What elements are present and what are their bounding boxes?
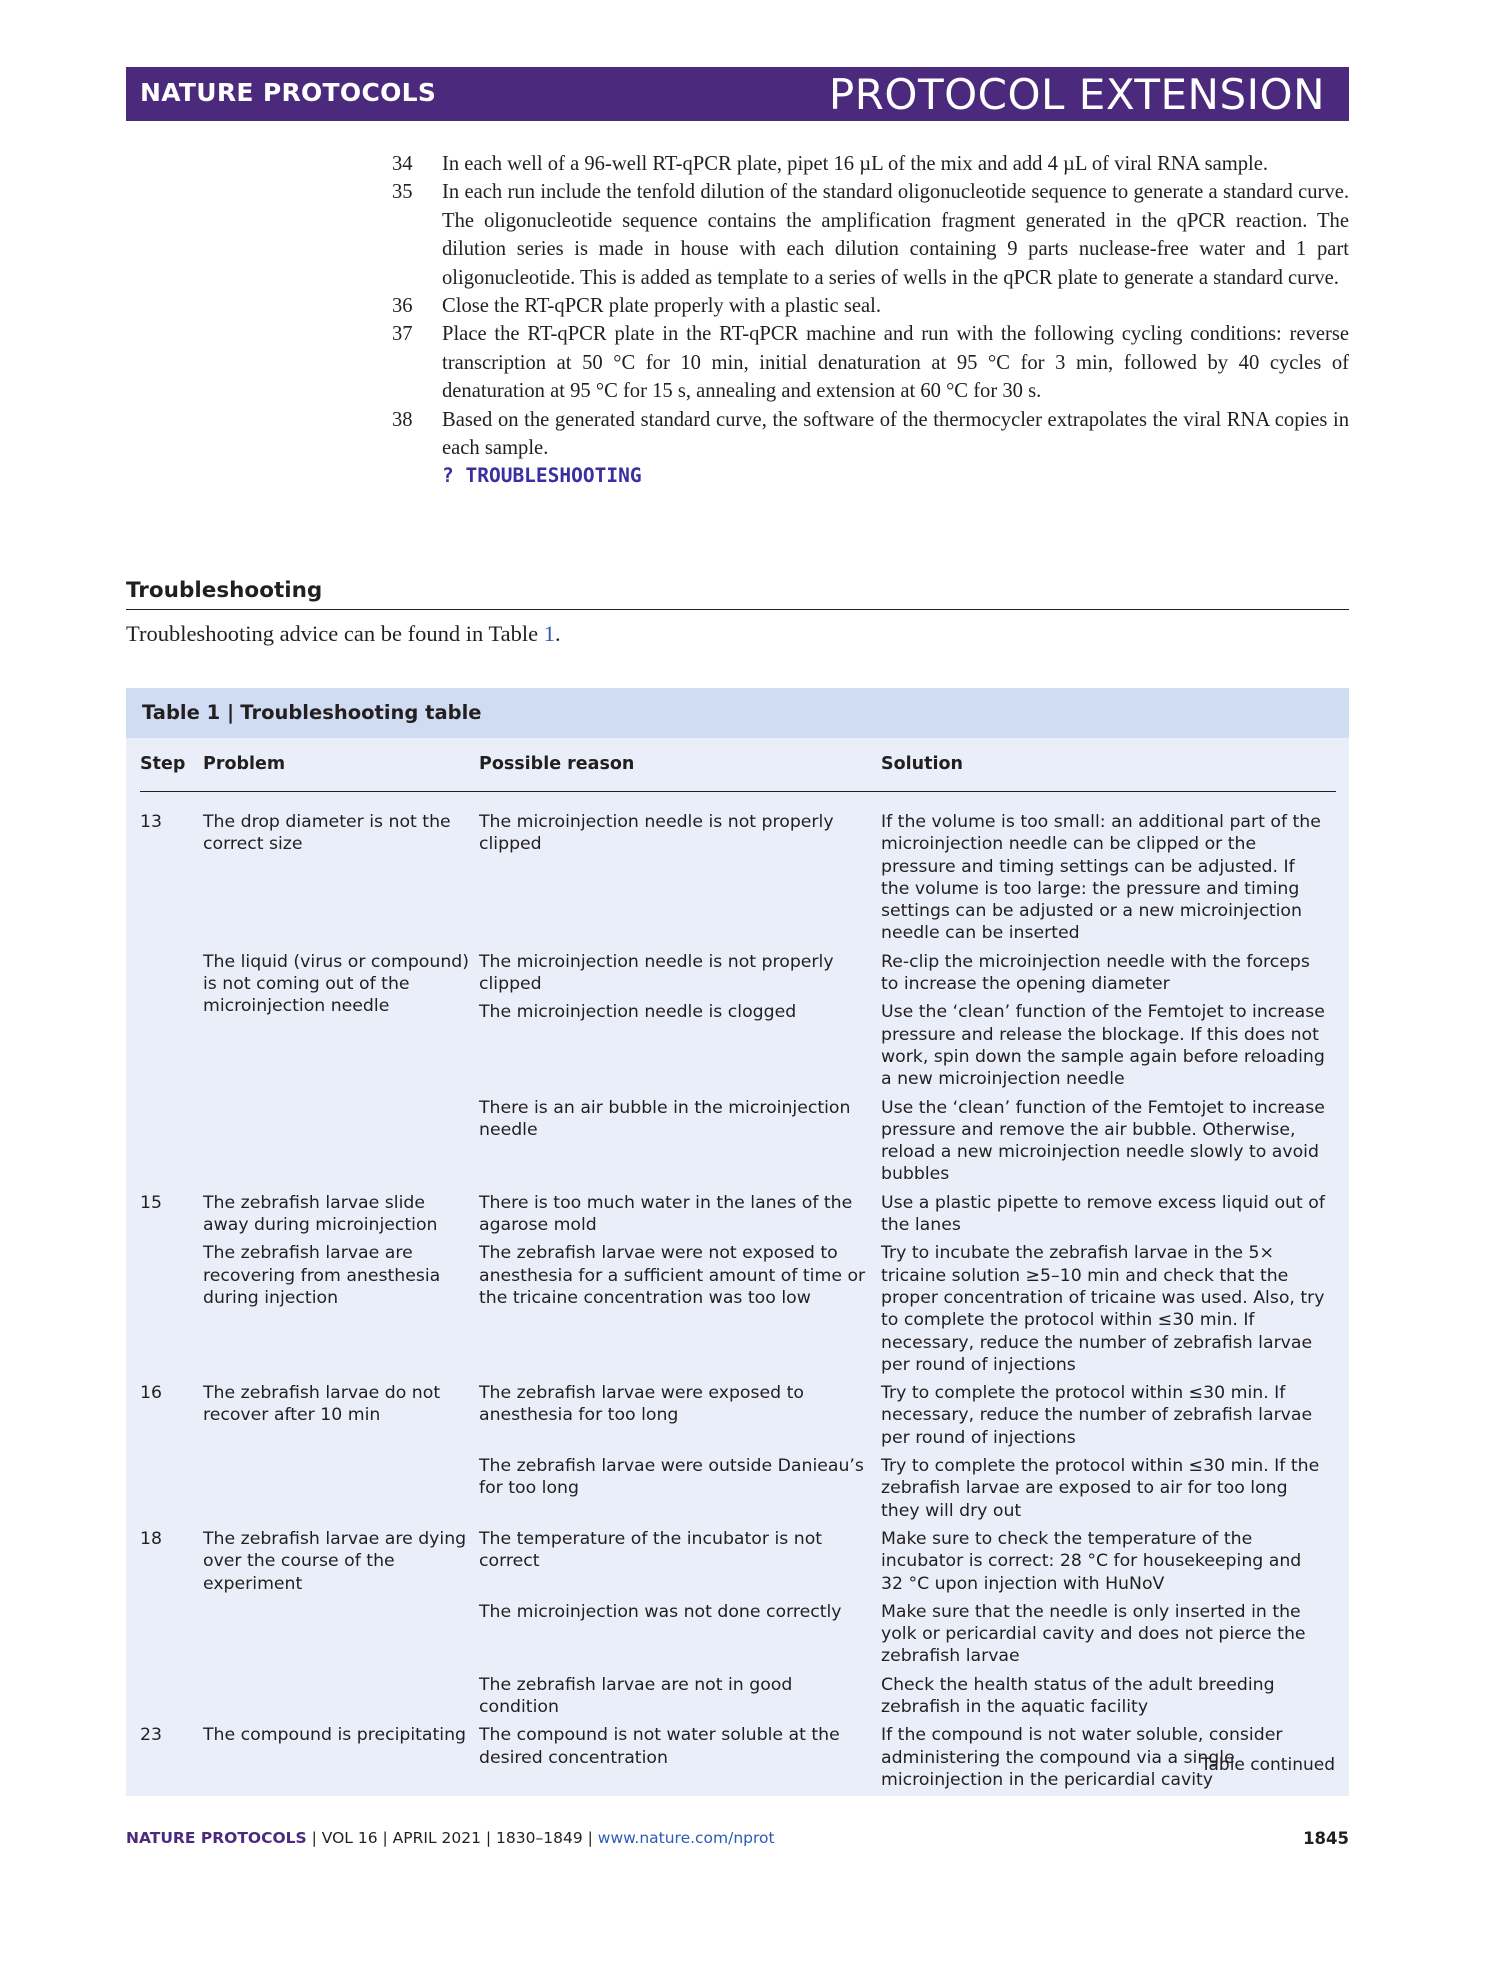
column-header-problem: Problem xyxy=(203,738,479,792)
section-heading: Troubleshooting xyxy=(126,578,1349,610)
page-footer: NATURE PROTOCOLS | VOL 16 | APRIL 2021 | 1830–1849 | www.nature.com/nprot 1845 xyxy=(126,1829,1349,1848)
cell-solution: Make sure that the needle is only inserted in the yolk or pericardial cavity and does not pierce the zebrafish larvae xyxy=(881,1601,1306,1667)
journal-name: NATURE PROTOCOLS xyxy=(140,78,437,107)
table-row xyxy=(140,1724,1336,1797)
table-row xyxy=(140,1382,1336,1455)
table-caption xyxy=(126,688,1349,738)
cell-solution: Try to incubate the zebrafish larvae in the 5× tricaine solution ≥5–10 min and check that the proper concentration of tricaine was used. Also, try to complete the protocol within ≤30 min. If necessary, reduce the number of zebrafish larvae per round of injections xyxy=(881,1243,1325,1375)
step-text: In each well of a 96-well RT-qPCR plate, pipet 16 µL of the mix and add 4 µL of viral RNA sample. xyxy=(442,153,1269,175)
cell-step xyxy=(140,1242,203,1382)
cell-problem: The liquid (virus or compound) is not coming out of the microinjection needle xyxy=(203,951,469,1017)
step-number: 35 xyxy=(392,181,413,204)
article-type: PROTOCOL EXTENSION xyxy=(828,70,1325,119)
step-number: 34 xyxy=(392,153,413,175)
procedure-step xyxy=(392,320,1349,405)
cell-reason: The microinjection needle is not properly clipped xyxy=(479,812,834,855)
cell-reason: The microinjection was not done correctly xyxy=(479,1601,842,1622)
table-title: Troubleshooting table xyxy=(240,701,482,724)
table-continued-note: Table continued xyxy=(1200,1755,1335,1775)
cell-reason: The compound is not water soluble at the desired concentration xyxy=(479,1725,840,1768)
cell-step: 15 xyxy=(140,1192,162,1213)
step-number: 36 xyxy=(392,295,413,318)
table-grid xyxy=(140,738,1336,1797)
table-row xyxy=(140,951,1336,1002)
cell-problem: The zebrafish larvae are dying over the course of the experiment xyxy=(203,1528,467,1594)
table-row xyxy=(140,792,1336,951)
cell-step: 13 xyxy=(140,812,162,832)
troubleshooting-table xyxy=(126,688,1349,1796)
footer-journal: NATURE PROTOCOLS xyxy=(126,1829,307,1847)
cell-solution: Make sure to check the temperature of the incubator is correct: 28 °C for housekeeping and 32 °C upon injection with HuNoV xyxy=(881,1528,1302,1594)
cell-solution: Re-clip the microinjection needle with the forceps to increase the opening diameter xyxy=(881,951,1310,995)
step-text: Close the RT-qPCR plate properly with a plastic seal. xyxy=(442,295,881,318)
cell-solution: If the compound is not water soluble, consider administering the compound via a single microinjection in the pericardial cavity xyxy=(881,1725,1283,1790)
cell-step xyxy=(140,1097,203,1192)
table-row xyxy=(140,1192,1336,1243)
cell-step xyxy=(140,1674,203,1725)
cell-reason: There is too much water in the lanes of the agarose mold xyxy=(479,1192,853,1236)
cell-step: 16 xyxy=(140,1383,162,1404)
cell-reason: The zebrafish larvae were not exposed to anesthesia for a sufficient amount of time or the tricaine concentration was too low xyxy=(479,1243,866,1308)
cell-solution: Use the ‘clean’ function of the Femtojet to increase pressure and remove the air bubble. Otherwise, reload a new microinjection needle slowly to avoid bubbles xyxy=(881,1097,1325,1185)
header-banner xyxy=(126,67,1349,121)
section-text xyxy=(126,621,561,647)
footer-date: APRIL 2021 xyxy=(392,1829,481,1847)
cell-solution: If the volume is too small: an additional part of the microinjection needle can be clipped or the pressure and timing settings can be adjusted. If the volume is too large: the pressure and timing settings can be adjusted or a new microinjection needle can be inserted xyxy=(881,812,1321,944)
column-header-reason: Possible reason xyxy=(479,738,881,792)
cell-step xyxy=(140,951,203,1002)
step-number: 38 xyxy=(392,408,413,431)
step-text: Place the RT-qPCR plate in the RT-qPCR machine and run with the following cycling conditions: reverse transcription at 50 °C for 10 min, initial denaturation at 95 °C for 3 min, followed by 40 cycles of denaturation at 95 °C for 15 s, annealing and extension at 60 °C for 30 s. xyxy=(442,323,1349,403)
column-header-solution: Solution xyxy=(881,738,1336,792)
table-row xyxy=(140,1528,1336,1601)
table-reference-link[interactable]: 1 xyxy=(543,621,555,646)
procedure-step xyxy=(392,406,1349,491)
cell-solution: Try to complete the protocol within ≤30 min. If the zebrafish larvae are exposed to air for too long they will dry out xyxy=(881,1456,1320,1521)
cell-problem: The drop diameter is not the correct size xyxy=(203,812,451,855)
cell-step: 18 xyxy=(140,1528,162,1549)
cell-reason: The microinjection needle is not properly clipped xyxy=(479,951,834,995)
step-text xyxy=(442,406,1349,491)
cell-problem: The zebrafish larvae do not recover after 10 min xyxy=(203,1383,441,1426)
page-number: 1845 xyxy=(1303,1829,1349,1848)
cell-step xyxy=(140,1455,203,1528)
step-number: 37 xyxy=(392,323,413,346)
cell-reason: The zebrafish larvae were outside Danieau’s for too long xyxy=(479,1456,864,1499)
cell-reason: There is an air bubble in the microinjection needle xyxy=(479,1097,851,1140)
cell-step xyxy=(140,1001,203,1096)
procedure-step xyxy=(392,292,1349,320)
cell-problem: The compound is precipitating xyxy=(203,1725,467,1746)
cell-problem: The zebrafish larvae slide away during microinjection xyxy=(203,1192,438,1236)
cell-solution: Use the ‘clean’ function of the Femtojet to increase pressure and release the blockage. If this does not work, spin down the sample again before reloading a new microinjection needle xyxy=(881,1002,1325,1090)
table-label: Table 1 | xyxy=(142,701,235,724)
step-text: In each run include the tenfold dilution of the standard oligonucleotide sequence to generate a standard curve. The oligonucleotide sequence contains the amplification fragment generated in the qPCR reaction. The dilution series is made in house with each dilution containing 9 parts nuclease-free water and 1 part oligonucleotide. This is added as template to a series of wells in the qPCR plate to generate a standard curve. xyxy=(442,181,1349,289)
cell-solution: Use a plastic pipette to remove excess liquid out of the lanes xyxy=(881,1192,1325,1236)
section-text-end: . xyxy=(554,621,561,646)
section-text-body: Troubleshooting advice can be found in Table xyxy=(126,621,544,646)
table-header-row xyxy=(140,738,1336,792)
cell-reason: The zebrafish larvae are not in good condition xyxy=(479,1674,793,1717)
cell-solution: Check the health status of the adult breeding zebrafish in the aquatic facility xyxy=(881,1674,1275,1717)
procedure-step xyxy=(392,178,1349,292)
procedure-step xyxy=(392,150,1349,178)
cell-reason: The temperature of the incubator is not correct xyxy=(479,1528,823,1572)
footer-volume: VOL 16 xyxy=(321,1829,378,1847)
cell-reason: The zebrafish larvae were exposed to anesthesia for too long xyxy=(479,1383,804,1426)
cell-reason: The microinjection needle is clogged xyxy=(479,1002,797,1023)
column-header-step: Step xyxy=(140,738,203,792)
cell-step: 23 xyxy=(140,1725,162,1746)
footer-pages: 1830–1849 xyxy=(496,1829,583,1847)
cell-solution: Try to complete the protocol within ≤30 min. If necessary, reduce the number of zebrafish larvae per round of injections xyxy=(881,1383,1313,1448)
troubleshooting-link[interactable]: ? TROUBLESHOOTING xyxy=(442,464,642,488)
table-row xyxy=(140,1242,1336,1382)
procedure-steps xyxy=(392,150,1349,491)
footer-url-link[interactable]: www.nature.com/nprot xyxy=(597,1829,775,1847)
cell-step xyxy=(140,1601,203,1674)
step-text-body: Based on the generated standard curve, the software of the thermocycler extrapolates the viral RNA copies in each sample. xyxy=(442,408,1349,460)
cell-problem: The zebrafish larvae are recovering from anesthesia during injection xyxy=(203,1243,441,1308)
